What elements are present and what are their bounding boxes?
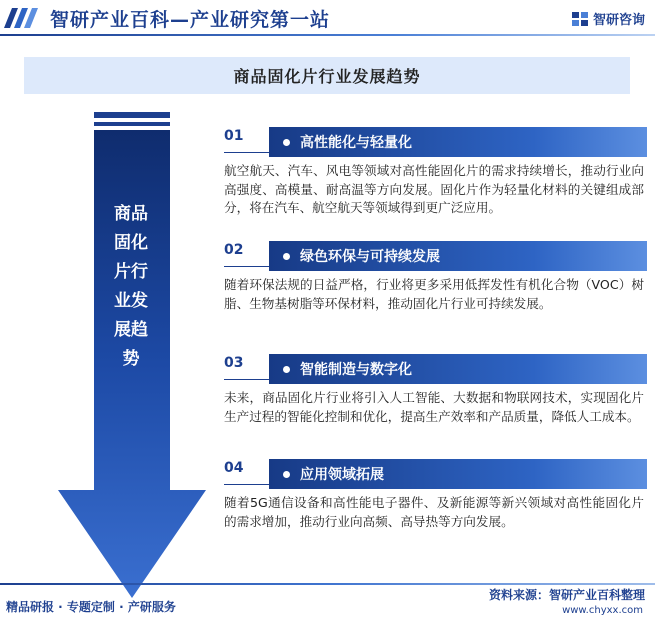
title-bar (24, 57, 630, 94)
page-header (0, 0, 655, 36)
section-text: 随着5G通信设备和高性能电子器件、及新能源等新兴领域对高性能固化片的需求增加，推动行业向高频、高导热等方向发展。 (224, 495, 644, 529)
section-divider (224, 152, 269, 153)
section-heading: 智能制造与数字化 (300, 362, 412, 378)
bullet-icon (283, 471, 290, 478)
header-title: 智研产业百科—产业研究第一站 (50, 9, 331, 31)
section-heading-bar (269, 459, 647, 489)
bullet-icon (283, 139, 290, 146)
stripes-icon (4, 8, 48, 28)
section-divider (224, 266, 269, 267)
section-heading-bar (269, 127, 647, 157)
section-divider (224, 484, 269, 485)
bullet-icon (283, 366, 290, 373)
arrow-label: 商品 固化 片行 业发 展趋 势 (114, 204, 148, 369)
bullet-icon (283, 253, 290, 260)
section-number: 03 (224, 355, 244, 371)
section-heading-bar (269, 354, 647, 384)
brand-logo (571, 9, 645, 28)
source-note: 资料来源：智研产业百科整理 (488, 588, 645, 602)
footer-services: 精品研报 · 专题定制 · 产研服务 (6, 600, 176, 614)
section-number: 01 (224, 128, 244, 144)
footer-url[interactable]: www.chyxx.com (562, 605, 643, 616)
section-divider (224, 379, 269, 380)
section-number: 02 (224, 242, 244, 258)
page-title: 商品固化片行业发展趋势 (233, 67, 421, 86)
section-number: 04 (224, 460, 244, 476)
section-heading-bar (269, 241, 647, 271)
section-text: 航空航天、汽车、风电等领域对高性能固化片的需求持续增长，推动行业向高强度、高模量、耐高温等方向发展。固化片作为轻量化材料的关键组成部分，将在汽车、航空航天等领域得到更广泛应用。 (224, 163, 644, 215)
section-heading: 应用领域拓展 (300, 467, 384, 483)
section-text: 随着环保法规的日益严格，行业将更多采用低挥发性有机化合物（VOC）树脂、生物基树脂等环保材料，推动固化片行业可持续发展。 (224, 277, 644, 311)
section-heading: 绿色环保与可持续发展 (300, 249, 440, 265)
brand-name: 智研咨询 (592, 13, 645, 28)
section-heading: 高性能化与轻量化 (300, 135, 412, 151)
brand-logo-icon (571, 11, 589, 27)
section-text: 未来，商品固化片行业将引入人工智能、大数据和物联网技术，实现固化片生产过程的智能化控制和优化，提高生产效率和产品质量，降低人工成本。 (224, 390, 644, 424)
footer-divider (0, 583, 655, 585)
header-divider (0, 34, 655, 36)
